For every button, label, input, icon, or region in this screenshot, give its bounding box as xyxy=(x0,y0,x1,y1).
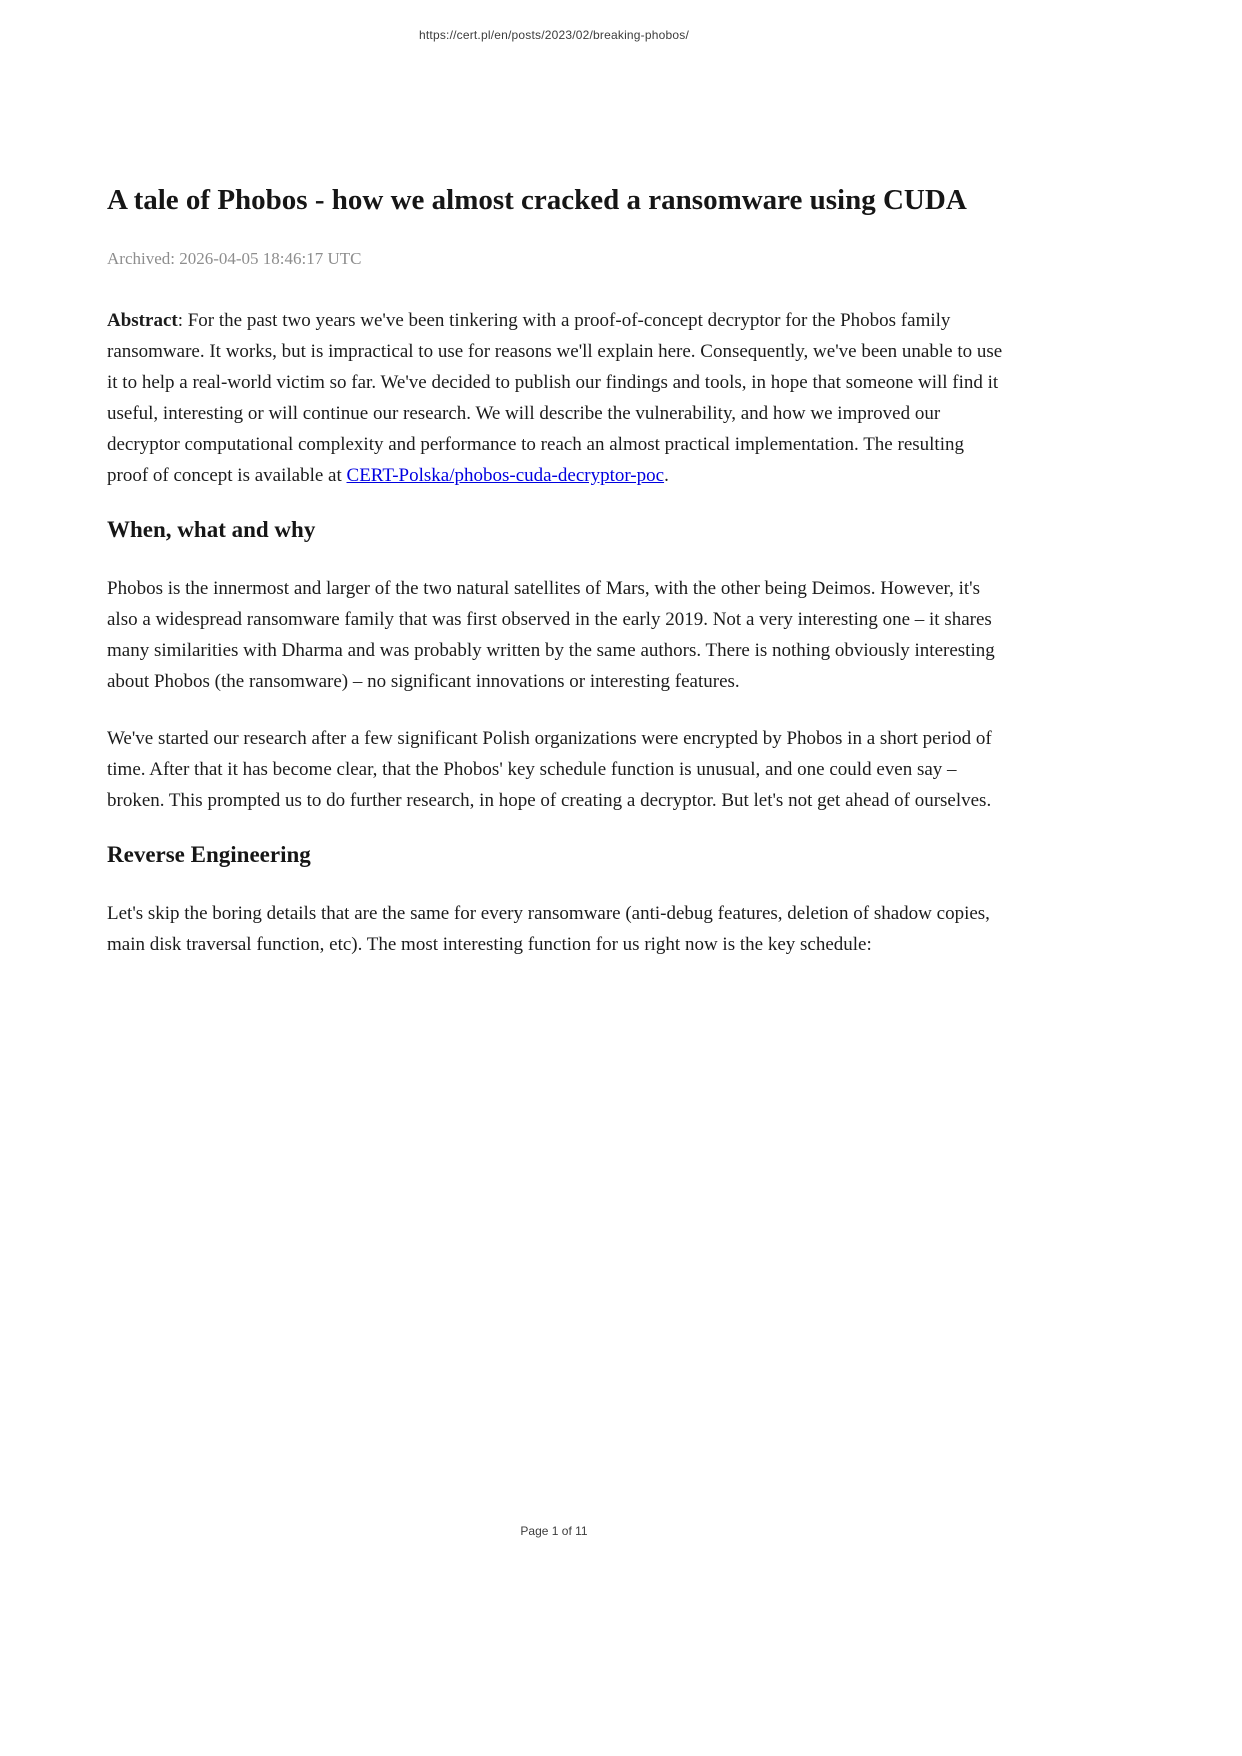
section-heading-reverse-engineering: Reverse Engineering xyxy=(107,841,311,867)
archived-timestamp: Archived: 2026-04-05 18:46:17 UTC xyxy=(107,248,362,268)
abstract-text-end: . xyxy=(664,464,669,486)
abstract-label: Abstract xyxy=(107,309,178,331)
paragraph-reverse-engineering: Let's skip the boring details that are the same for every ransomware (anti-debug features, deletion of shadow copies, main disk traversal function, etc). The most interesting function for us right now is the key schedule: xyxy=(107,902,990,955)
abstract-text: : For the past two years we've been tinkering with a proof-of-concept decryptor for the Phobos family ransomware. It works, but is impractical to use for reasons we'll explain here. Consequently, we've been unable to use it to help a real-world victim so far. We've decided to publish our findings and tools, in hope that someone will find it useful, interesting or will continue our research. We will describe the vulnerability, and how we improved our decryptor computational complexity and performance to reach an almost practical implementation. The resulting proof of concept is available at xyxy=(107,309,1003,486)
github-repo-link[interactable]: CERT-Polska/phobos-cuda-decryptor-poc xyxy=(346,464,665,486)
abstract-paragraph xyxy=(107,305,1004,491)
article-content xyxy=(107,0,1004,986)
article-title: A tale of Phobos - how we almost cracked a ransomware using CUDA xyxy=(107,184,967,216)
page-footer: Page 1 of 11 xyxy=(520,1524,588,1538)
page-header-url: https://cert.pl/en/posts/2023/02/breaking-phobos/ xyxy=(419,28,689,42)
section-heading-when-what-and-why: When, what and why xyxy=(107,516,316,542)
paragraph-phobos-intro: Phobos is the innermost and larger of the two natural satellites of Mars, with the other being Deimos. However, it's also a widespread ransomware family that was first observed in the early 2019. Not a very interesting one – it shares many similarities with Dharma and was probably written by the same authors. There is nothing obviously interesting about Phobos (the ransomware) – no significant innovations or interesting features. xyxy=(107,577,995,692)
paragraph-research-start: We've started our research after a few significant Polish organizations were encrypted by Phobos in a short period of time. After that it has become clear, that the Phobos' key schedule function is unusual, and one could even say – broken. This prompted us to do further research, in hope of creating a decryptor. But let's not get ahead of ourselves. xyxy=(107,727,992,811)
